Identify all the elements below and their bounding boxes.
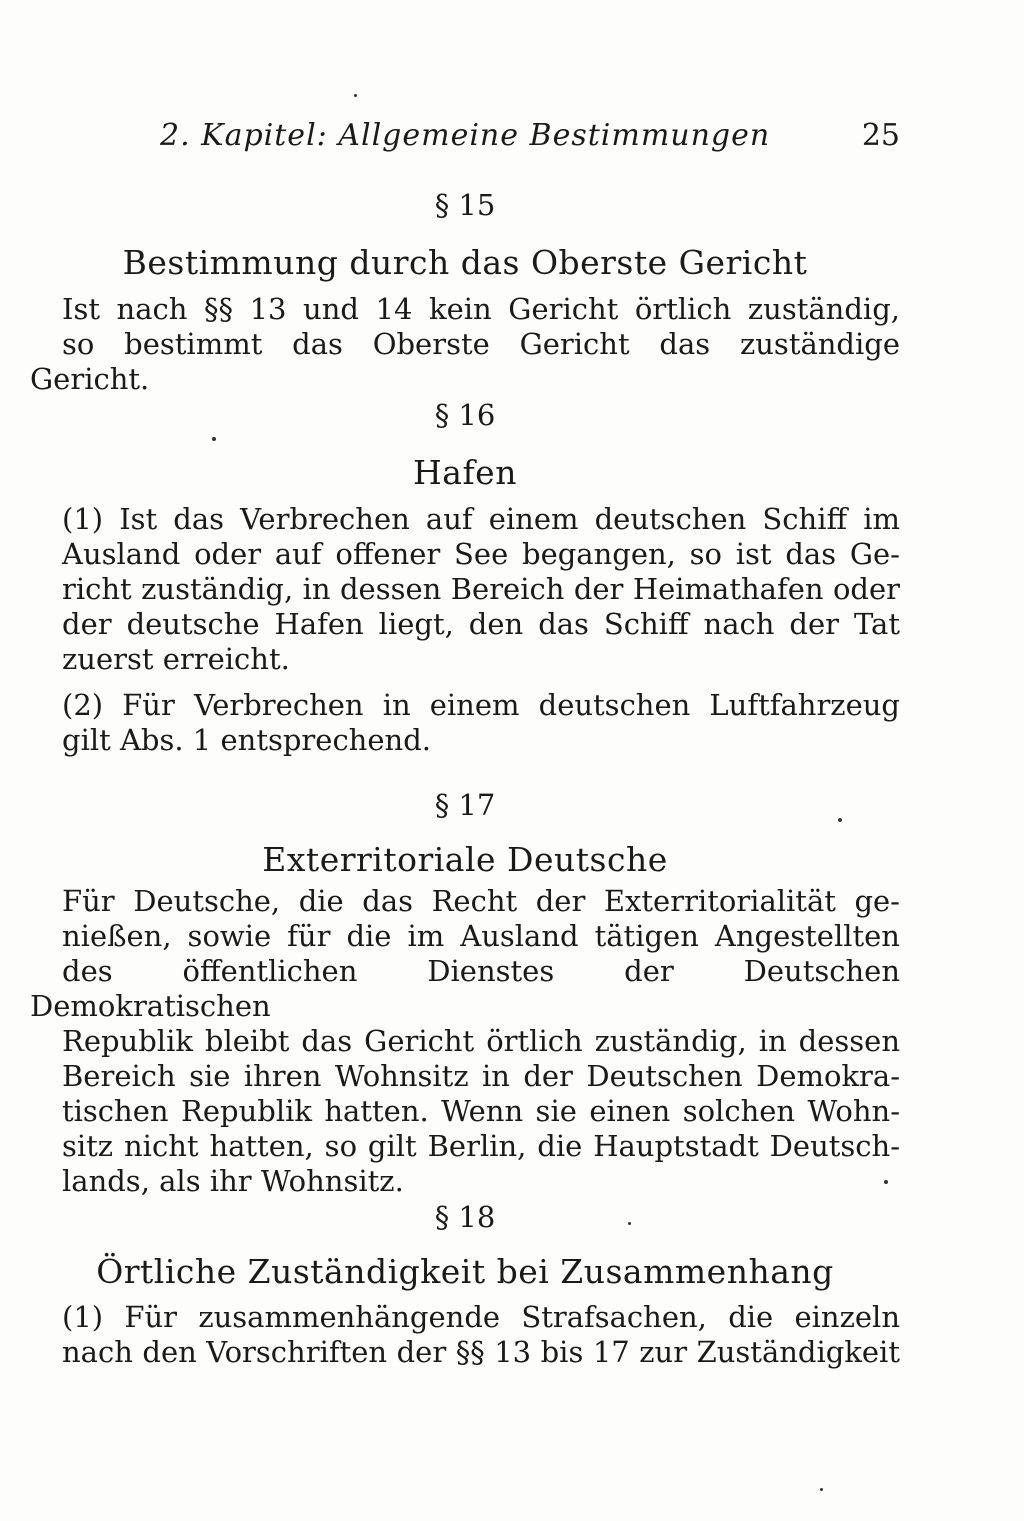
section-sign-15: § 15 <box>434 188 496 222</box>
text-line: (1) Ist das Verbrechen auf einem deutschen Schiff im <box>62 502 900 536</box>
running-title: 2. Kapitel: Allgemeine Bestimmungen <box>160 118 771 153</box>
scan-speck <box>820 1488 823 1491</box>
section-sign-17: § 17 <box>434 788 496 822</box>
page-number: 25 <box>861 118 900 153</box>
scan-speck <box>212 437 216 441</box>
text-line: (2) Für Verbrechen in einem deutschen Luftfahrzeug <box>62 688 900 722</box>
running-head <box>30 118 900 158</box>
text-line: des öffentlichen Dienstes der Deutschen Demokratischen <box>30 954 900 1023</box>
scan-speck <box>354 94 357 97</box>
text-line: gilt Abs. 1 entsprechend. <box>62 723 431 757</box>
section-15-paragraph-1 <box>30 292 900 397</box>
text-line: nach den Vorschriften der §§ 13 bis 17 zur Zuständigkeit <box>62 1335 900 1369</box>
text-line: Ausland oder auf offener See begangen, so ist das Ge- <box>62 537 900 571</box>
section-16-paragraph-1 <box>30 502 900 677</box>
text-line: nießen, sowie für die im Ausland tätigen Angestellten <box>62 919 900 953</box>
text-line: Für Deutsche, die das Recht der Exterritorialität ge- <box>62 884 900 918</box>
scan-speck <box>838 818 842 822</box>
text-line: Ist nach §§ 13 und 14 kein Gericht örtlich zuständig, <box>62 292 900 326</box>
scan-speck <box>628 1222 631 1225</box>
text-line: Republik bleibt das Gericht örtlich zuständig, in dessen <box>62 1024 900 1058</box>
section-17-paragraph-1 <box>30 884 900 1199</box>
text-line: sitz nicht hatten, so gilt Berlin, die Hauptstadt Deutsch- <box>62 1129 900 1163</box>
text-line: lands, als ihr Wohnsitz. <box>62 1164 404 1198</box>
text-line: zuerst erreicht. <box>62 642 290 676</box>
section-16-paragraph-2 <box>30 688 900 758</box>
section-heading-16: Hafen <box>413 453 517 492</box>
section-sign-16: § 16 <box>434 398 496 432</box>
section-18-paragraph-1 <box>30 1300 900 1370</box>
text-line: Bereich sie ihren Wohnsitz in der Deutschen Demokra- <box>62 1059 900 1093</box>
text-line: der deutsche Hafen liegt, den das Schiff nach der Tat <box>62 607 900 641</box>
section-heading-17: Exterritoriale Deutsche <box>262 840 668 879</box>
text-line: (1) Für zusammenhängende Strafsachen, die einzeln <box>62 1300 900 1334</box>
text-line: so bestimmt das Oberste Gericht das zuständige Gericht. <box>30 327 900 396</box>
section-heading-18: Örtliche Zuständigkeit bei Zusammenhang <box>96 1252 834 1291</box>
scan-speck <box>884 1180 888 1184</box>
text-line: richt zuständig, in dessen Bereich der Heimathafen oder <box>62 572 900 606</box>
section-heading-15: Bestimmung durch das Oberste Gericht <box>122 243 808 282</box>
text-line: tischen Republik hatten. Wenn sie einen solchen Wohn- <box>62 1094 900 1128</box>
book-page <box>30 0 900 1521</box>
section-sign-18: § 18 <box>434 1200 496 1234</box>
